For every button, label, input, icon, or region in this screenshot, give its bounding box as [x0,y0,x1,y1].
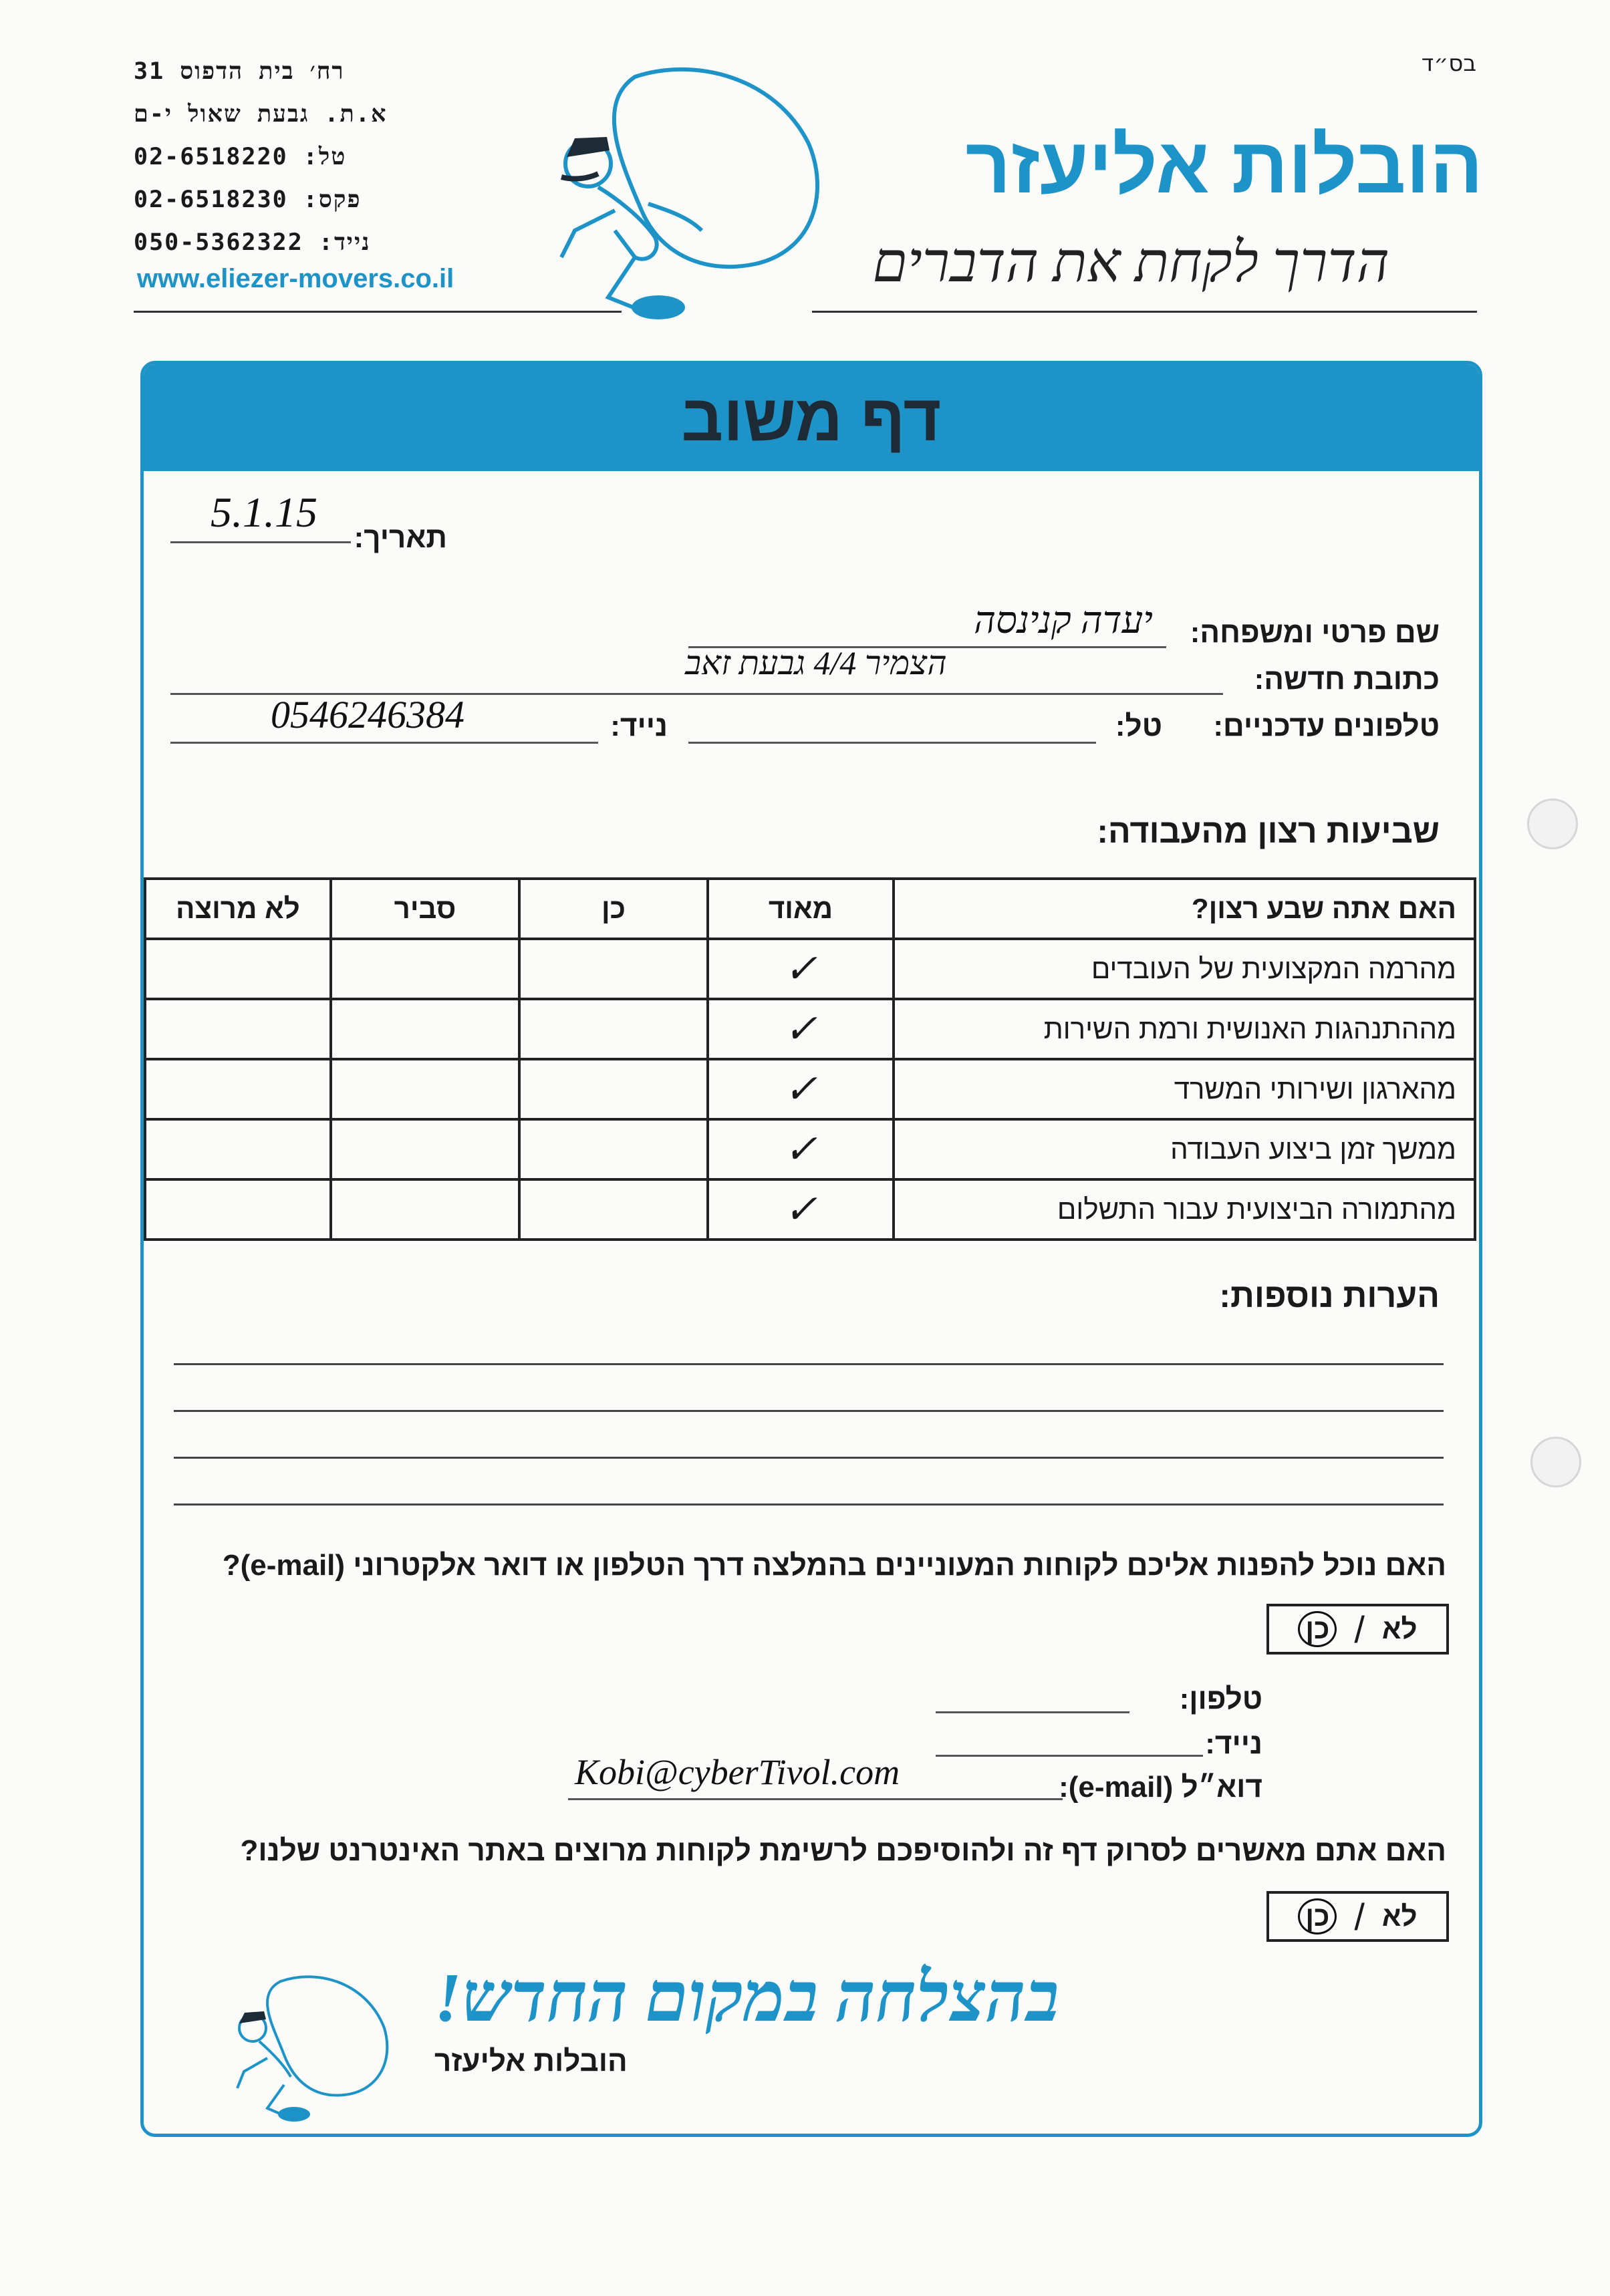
contact-area [134,93,448,136]
satisfaction-title: שביעות רצון מהעבודה: [1097,813,1440,850]
table-row [145,1119,1475,1179]
table-header-row [145,879,1475,939]
footer-wish: בהצלחה במקום החדש! [434,1959,1059,2036]
header-question: האם אתה שבע רצון? [894,879,1475,939]
contact-fax-label: פקס: [303,186,362,213]
contact-fax [134,178,448,221]
referral-phone-field[interactable] [936,1681,1129,1713]
check-yes[interactable] [519,1059,708,1119]
contact-phone-value: 02-6518220 [134,144,288,170]
check-not-satisfied[interactable] [145,939,331,999]
form-title-banner [144,364,1479,471]
check-not-satisfied[interactable] [145,1179,331,1240]
check-very[interactable]: ✓ [708,1059,894,1119]
check-reasonable[interactable] [331,939,519,999]
row-question: מהתמורה הביצועית עבור התשלום [894,1179,1475,1240]
referral-no-option[interactable]: לא [1381,1613,1418,1644]
check-very[interactable]: ✓ [708,1179,894,1240]
mover-mascot-icon [535,63,835,324]
check-reasonable[interactable] [331,999,519,1059]
address-label: כתובת חדשה: [1254,663,1440,696]
check-very[interactable]: ✓ [708,1119,894,1179]
name-field[interactable] [688,600,1166,648]
tel-label: טל: [1115,710,1162,742]
notes-line-2[interactable] [174,1410,1444,1412]
table-row [145,1059,1475,1119]
referral-phone-label: טלפון: [1179,1683,1262,1715]
referral-question: האם נוכל להפנות אליכם לקוחות המעוניינים בהמלצה דרך הטלפון או דואר אלקטרוני (e-mail)? [222,1549,1446,1582]
contact-mobile-value: 050-5362322 [134,229,303,256]
table-row [145,999,1475,1059]
date-value: 5.1.15 [211,488,317,536]
satisfaction-table [144,877,1476,1241]
mover-mascot-small-icon [221,1971,394,2125]
company-name: הובלות אליעזר [965,122,1483,210]
row-question: מהרמה המקצועית של העובדים [894,939,1475,999]
check-reasonable[interactable] [331,1179,519,1240]
notes-line-3[interactable] [174,1457,1444,1459]
check-reasonable[interactable] [331,1059,519,1119]
contact-street-text: רח׳ בית הדפוס 31 [134,58,345,85]
referral-email-field[interactable] [568,1752,1063,1800]
date-field[interactable] [170,488,351,543]
contact-area-text: א.ת. גבעת שאול י-ם [134,101,388,128]
notes-line-1[interactable] [174,1363,1444,1365]
header-yes: כן [519,879,708,939]
check-yes[interactable] [519,939,708,999]
slash-divider: / [1354,1608,1365,1651]
table-row [145,1179,1475,1240]
contact-mobile [134,221,448,264]
table-row [145,939,1475,999]
check-not-satisfied[interactable] [145,1059,331,1119]
contact-fax-value: 02-6518230 [134,186,288,213]
bsd-mark: בס״ד [1421,50,1476,77]
referral-mobile-label: נייד: [1205,1727,1262,1760]
notes-title: הערות נוספות: [1219,1277,1440,1314]
check-reasonable[interactable] [331,1119,519,1179]
website-link[interactable]: www.eliezer-movers.co.il [137,264,454,293]
referral-mobile-field[interactable] [936,1724,1203,1757]
row-question: מהארגון ושירותי המשרד [894,1059,1475,1119]
check-yes[interactable] [519,1119,708,1179]
check-yes[interactable] [519,999,708,1059]
check-not-satisfied[interactable] [145,1119,331,1179]
referral-yes-no-box[interactable] [1266,1604,1449,1655]
form-title: דף משוב [681,380,942,454]
publish-yes-option[interactable]: כן [1298,1898,1337,1934]
address-field[interactable] [170,644,1223,695]
contact-mobile-label: נייד: [318,229,371,256]
phones-label: טלפונים עדכניים: [1213,710,1440,742]
date-label: תאריך: [354,521,447,554]
slash-divider: / [1354,1895,1365,1938]
punch-hole [1530,1437,1581,1487]
contact-block [134,50,448,264]
publish-no-option[interactable]: לא [1381,1900,1418,1932]
header-very: מאוד [708,879,894,939]
row-question: מההתנהגות האנושית ורמת השירות [894,999,1475,1059]
contact-street [134,50,448,93]
tel-field[interactable] [688,707,1096,744]
referral-email-label: דוא״ל (e-mail): [1059,1771,1262,1804]
name-label: שם פרטי ומשפחה: [1190,616,1440,649]
check-very[interactable]: ✓ [708,999,894,1059]
header-divider-right [812,311,1477,313]
publish-yes-no-box[interactable] [1266,1891,1449,1942]
row-question: ממשך זמן ביצוע העבודה [894,1119,1475,1179]
referral-email-value: Kobi@cyberTivol.com [575,1752,900,1792]
contact-phone [134,136,448,178]
referral-yes-option[interactable]: כן [1298,1611,1337,1647]
mobile-field[interactable] [170,693,598,744]
header-not-satisfied: לא מרוצה [145,879,331,939]
punch-hole [1527,799,1578,849]
check-not-satisfied[interactable] [145,999,331,1059]
check-yes[interactable] [519,1179,708,1240]
mobile-value: 0546246384 [271,693,464,736]
publish-question: האם אתם מאשרים לסרוק דף זה ולהוסיפכם לרשימת לקוחות מרוצים באתר האינטרנט שלנו? [240,1834,1446,1867]
mobile-label: נייד: [610,710,668,742]
header-reasonable: סביר [331,879,519,939]
footer-company: הובלות אליעזר [434,2045,628,2077]
company-slogan: הדרך לקחת את הדברים [872,232,1389,294]
contact-phone-label: טל: [303,144,347,170]
check-very[interactable]: ✓ [708,939,894,999]
notes-line-4[interactable] [174,1503,1444,1505]
name-value: יעדה קנינסה [974,600,1153,641]
address-value: הצמיר 4/4 גבעת זאב [685,644,947,682]
